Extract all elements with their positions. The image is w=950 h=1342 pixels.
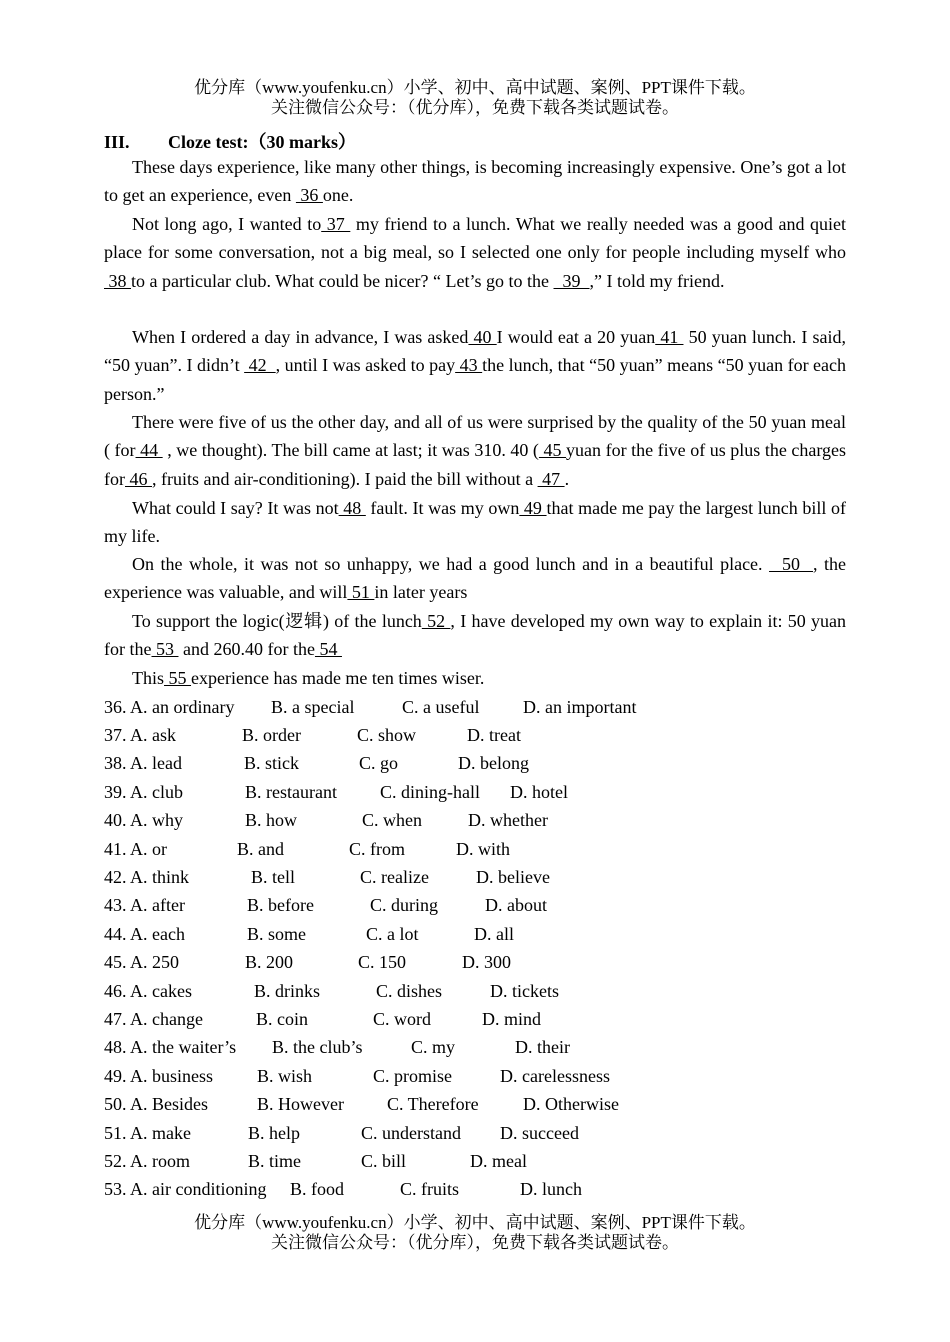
footer-line-1: 优分库（www.youfenku.cn）小学、初中、高中试题、案例、PPT课件下载。 xyxy=(194,1213,756,1232)
option-a: 48. A. the waiter’s xyxy=(104,1037,237,1057)
blank-49: 49 xyxy=(519,498,547,518)
option-d: D. tickets xyxy=(490,981,559,1001)
option-c: C. go xyxy=(359,753,399,773)
option-b: B. stick xyxy=(244,753,300,773)
option-a: 37. A. ask xyxy=(104,725,176,745)
footer-line-2: 关注微信公众号：（优分库），免费下载各类试题试卷。 xyxy=(271,1233,679,1252)
option-c: C. word xyxy=(373,1009,431,1029)
text-run: On the whole, it was not so unhappy, we had a good lunch and in a beautiful place. xyxy=(132,554,770,574)
blank-37: 37 xyxy=(321,214,351,234)
option-a: 46. A. cakes xyxy=(104,981,192,1001)
option-a: 52. A. room xyxy=(104,1151,191,1171)
blank-54: 54 xyxy=(314,639,342,660)
option-d: D. meal xyxy=(470,1151,527,1171)
option-d: D. an important xyxy=(523,697,637,717)
text-run: and 260.40 for the xyxy=(178,639,315,660)
option-b: B. tell xyxy=(251,867,295,887)
blank-36: 36 xyxy=(295,185,323,206)
blank-45: 45 xyxy=(538,440,567,461)
text-run: , the experience was valuable, and will xyxy=(104,554,846,603)
text-run: one. xyxy=(322,185,354,206)
text-run: fault. It was my own xyxy=(365,498,520,518)
text-run: experience has made me ten times wiser. xyxy=(191,668,485,688)
option-a: 51. A. make xyxy=(104,1123,191,1143)
text-run: in later years xyxy=(374,582,468,603)
option-d: D. belong xyxy=(458,753,529,773)
blank-40: 40 xyxy=(468,327,497,347)
option-d: D. succeed xyxy=(500,1123,579,1143)
option-d: D. mind xyxy=(482,1009,542,1029)
text-run: There were five of us the other day, and all of us were surprised by the quality of the 50 yuan meal ( for xyxy=(104,412,846,461)
text-run: my friend to a lunch. What we really needed was a good and quiet place for some conversation, not a big meal, so I selected one only for people including myself who xyxy=(104,214,847,263)
text-run: What could I say? It was not xyxy=(132,498,339,518)
paragraph-3 xyxy=(104,323,846,408)
option-c: C. fruits xyxy=(400,1179,460,1199)
blank-38: 38 xyxy=(104,270,131,291)
option-d: D. with xyxy=(456,839,510,859)
text-run: When I ordered a day in advance, I was asked xyxy=(132,327,469,347)
option-c: C. dishes xyxy=(376,981,443,1001)
text-run: , fruits and air-conditioning). I paid the bill without a xyxy=(152,468,538,489)
option-d: D. hotel xyxy=(510,782,568,802)
blank-43: 43 xyxy=(455,355,483,376)
paragraph-2 xyxy=(104,210,846,295)
option-c: C. 150 xyxy=(358,952,407,972)
option-a: 38. A. lead xyxy=(104,753,182,773)
option-a: 49. A. business xyxy=(104,1066,214,1086)
option-c: C. promise xyxy=(373,1066,452,1086)
option-c: C. bill xyxy=(361,1151,407,1171)
option-a: 39. A. club xyxy=(104,782,183,802)
blank-46: 46 xyxy=(125,468,152,489)
blank-53: 53 xyxy=(151,639,179,660)
text-run: , until I was asked to pay xyxy=(275,355,456,376)
paragraph-5 xyxy=(104,494,846,551)
blank-44: 44 xyxy=(135,440,163,461)
option-c: C. dining-hall xyxy=(380,782,480,802)
text-run: To support the logic(逻辑) of the lunch xyxy=(132,611,422,631)
option-b: B. food xyxy=(290,1179,344,1199)
option-c: C. show xyxy=(357,725,417,745)
option-d: D. all xyxy=(474,924,514,944)
paragraph-1 xyxy=(104,153,846,210)
option-b: B. some xyxy=(247,924,307,944)
option-a: 43. A. after xyxy=(104,895,185,915)
option-d: D. believe xyxy=(476,867,550,887)
option-b: B. how xyxy=(245,810,298,830)
text-run: This xyxy=(132,668,165,688)
option-d: D. their xyxy=(515,1037,570,1057)
option-a: 40. A. why xyxy=(104,810,184,830)
text-run: 50 yuan lunch. I said, “50 yuan”. I didn’t xyxy=(104,327,847,376)
header-line-1: 优分库（www.youfenku.cn）小学、初中、高中试题、案例、PPT课件下载。 xyxy=(194,78,756,97)
option-d: D. 300 xyxy=(462,952,511,972)
paragraph-8 xyxy=(104,664,846,692)
paragraph-7 xyxy=(104,607,846,664)
option-b: B. coin xyxy=(256,1009,308,1029)
blank-51: 51 xyxy=(347,582,375,603)
option-d: D. about xyxy=(485,895,547,915)
option-c: C. when xyxy=(362,810,422,830)
text-run: Not long ago, I wanted to xyxy=(132,214,322,234)
option-b: B. the club’s xyxy=(272,1037,363,1057)
text-run: , we thought). The bill came at last; it was 310. 40 ( xyxy=(162,440,539,461)
page-footer xyxy=(0,1213,950,1253)
option-d: D. Otherwise xyxy=(523,1094,619,1114)
header-line-2: 关注微信公众号：（优分库），免费下载各类试题试卷。 xyxy=(271,98,679,117)
option-b: B. restaurant xyxy=(245,782,337,802)
option-a: 41. A. or xyxy=(104,839,167,859)
option-c: C. understand xyxy=(361,1123,461,1143)
blank-50: 50 xyxy=(769,554,814,574)
blank-48: 48 xyxy=(338,498,366,518)
option-b: B. drinks xyxy=(254,981,321,1001)
option-c: C. a lot xyxy=(366,924,419,944)
option-b: B. However xyxy=(257,1094,344,1114)
text-run: the lunch, that “50 yuan” means “50 yuan for each person.” xyxy=(104,355,847,404)
section-title: Cloze test:（30 marks） xyxy=(168,132,356,152)
option-b: B. time xyxy=(248,1151,301,1171)
blank-47: 47 xyxy=(537,468,565,489)
option-b: B. help xyxy=(248,1123,300,1143)
text-run: . xyxy=(564,468,570,489)
option-b: B. before xyxy=(247,895,314,915)
option-a: 50. A. Besides xyxy=(104,1094,209,1114)
option-b: B. a special xyxy=(271,697,355,717)
option-c: C. during xyxy=(370,895,439,915)
option-a: 53. A. air conditioning xyxy=(104,1179,267,1199)
option-c: C. realize xyxy=(360,867,429,887)
text-run: yuan for the five of us plus the charges for xyxy=(104,440,847,489)
text-run: , I have developed my own way to explain it: 50 yuan for the xyxy=(104,611,847,660)
option-b: B. order xyxy=(242,725,301,745)
blank-42: 42 xyxy=(244,355,276,376)
option-a: 42. A. think xyxy=(104,867,190,887)
page-header xyxy=(0,78,950,118)
paragraph-6 xyxy=(104,550,846,607)
text-run: ,” I told my friend. xyxy=(589,270,725,291)
option-d: D. whether xyxy=(468,810,548,830)
option-a: 47. A. change xyxy=(104,1009,203,1029)
text-run: that made me pay the largest lunch bill of my life. xyxy=(104,498,846,547)
option-b: B. and xyxy=(237,839,284,859)
blank-52: 52 xyxy=(421,611,451,631)
option-c: C. a useful xyxy=(402,697,480,717)
option-d: D. carelessness xyxy=(500,1066,610,1086)
text-run: I would eat a 20 yuan xyxy=(496,327,656,347)
text-run: to a particular club. What could be nicer? “ Let’s go to the xyxy=(131,270,554,291)
option-c: C. Therefore xyxy=(387,1094,479,1114)
blank-55: 55 xyxy=(164,668,192,688)
option-a: 45. A. 250 xyxy=(104,952,180,972)
blank-41: 41 xyxy=(655,327,684,347)
option-c: C. from xyxy=(349,839,405,859)
option-d: D. lunch xyxy=(520,1179,582,1199)
text-run: These days experience, like many other things, is becoming increasingly expensive. One’s got a lot to get an experience, even xyxy=(104,157,846,206)
option-d: D. treat xyxy=(467,725,521,745)
option-a: 44. A. each xyxy=(104,924,185,944)
option-a: 36. A. an ordinary xyxy=(104,697,235,717)
blank-39: 39 xyxy=(553,270,590,291)
section-heading xyxy=(104,128,356,154)
option-b: B. wish xyxy=(257,1066,313,1086)
paragraph-4 xyxy=(104,408,846,493)
option-c: C. my xyxy=(411,1037,456,1057)
section-number: III. xyxy=(104,132,130,152)
option-b: B. 200 xyxy=(245,952,294,972)
